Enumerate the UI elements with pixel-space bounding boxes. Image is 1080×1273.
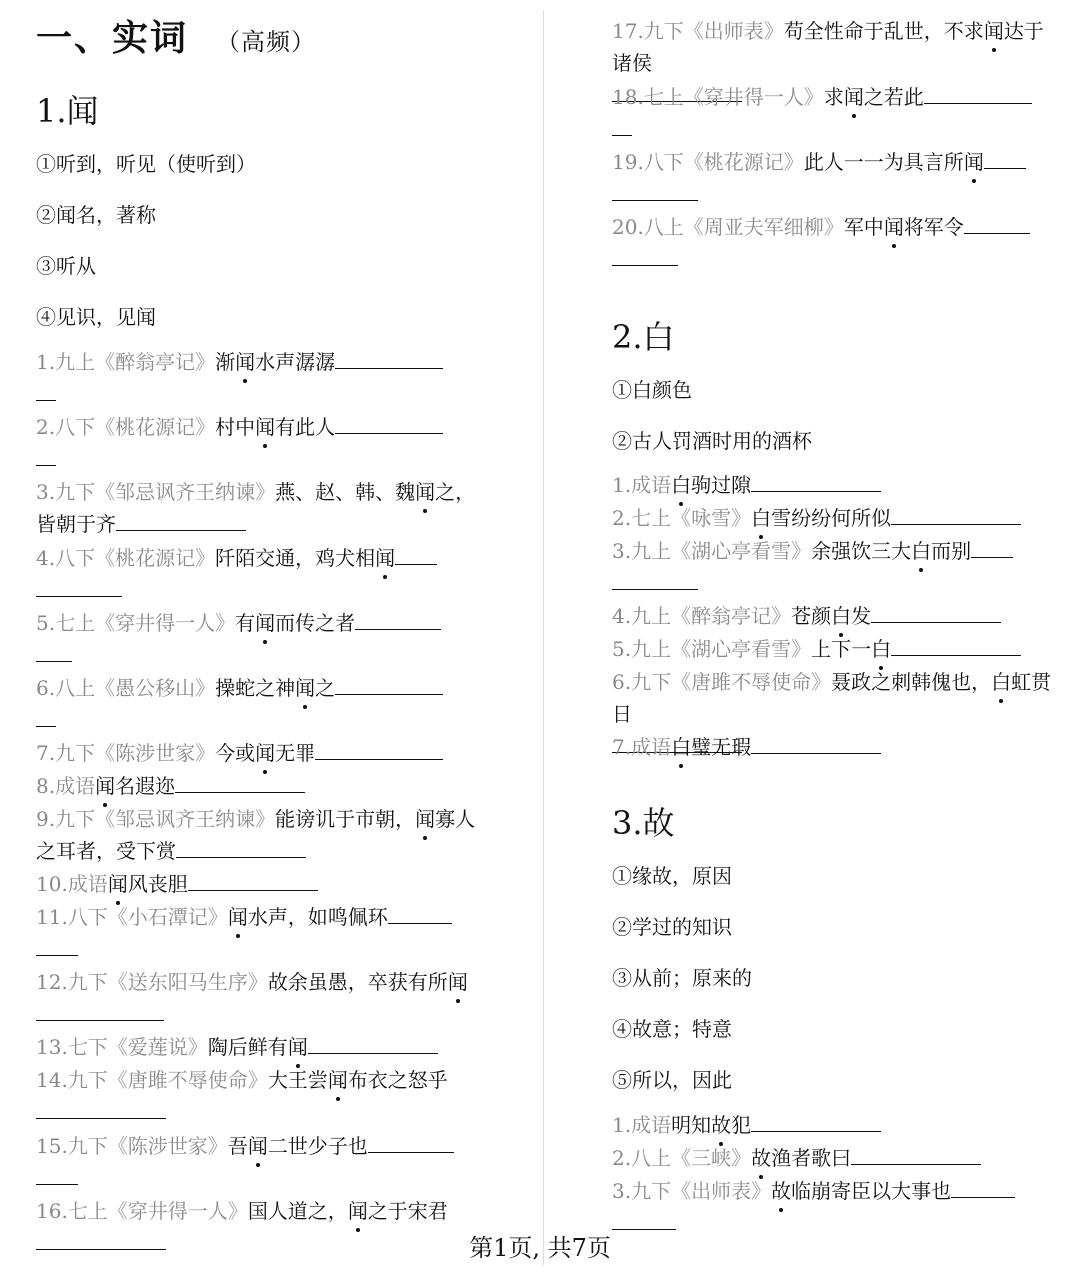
example-number: 4. bbox=[36, 546, 56, 570]
example-item bbox=[36, 672, 484, 736]
answer-blank[interactable] bbox=[36, 639, 72, 662]
example-text: 大王尝 bbox=[267, 1068, 328, 1092]
key-character: 闻 bbox=[255, 411, 275, 443]
answer-blank[interactable] bbox=[36, 574, 122, 597]
example-item bbox=[36, 542, 484, 606]
example-text: 燕、赵、韩、魏 bbox=[275, 480, 416, 504]
example-number: 20. bbox=[612, 215, 644, 239]
meaning-item: ④故意；特意 bbox=[612, 1017, 732, 1041]
key-character: 白 bbox=[831, 600, 851, 632]
example-number: 1. bbox=[36, 350, 56, 374]
example-number: 3. bbox=[612, 1179, 632, 1203]
key-character: 白 bbox=[871, 633, 891, 665]
example-number: 10. bbox=[36, 872, 68, 896]
answer-blank[interactable] bbox=[751, 469, 881, 492]
key-character: 故 bbox=[751, 1142, 771, 1174]
example-text: 求 bbox=[823, 85, 844, 109]
key-character: 闻 bbox=[884, 211, 904, 243]
example-text: 二世少子也 bbox=[267, 1134, 368, 1158]
key-character: 闻 bbox=[844, 81, 864, 113]
example-item bbox=[612, 535, 1060, 599]
example-text: 而别 bbox=[931, 539, 972, 563]
example-source: 九下《邹忌讽齐王纳谏》 bbox=[55, 807, 276, 831]
example-item bbox=[36, 868, 484, 900]
example-source: 九上《醉翁亭记》 bbox=[631, 604, 792, 628]
example-source: 九上《湖心亭看雪》 bbox=[631, 637, 812, 661]
meaning-item: ②学过的知识 bbox=[612, 915, 732, 939]
example-number: 2. bbox=[36, 415, 56, 439]
example-source: 八上《愚公移山》 bbox=[55, 676, 216, 700]
example-number: 16. bbox=[36, 1199, 68, 1223]
example-source: 七上《穿井得一人》 bbox=[67, 1199, 248, 1223]
chapter-title: 一、实词 bbox=[36, 17, 189, 59]
answer-blank[interactable] bbox=[315, 737, 443, 760]
example-item bbox=[36, 411, 484, 475]
answer-blank[interactable] bbox=[36, 933, 78, 956]
key-character: 闻 bbox=[248, 1130, 268, 1162]
key-character: 闻 bbox=[984, 15, 1004, 47]
key-character: 闻 bbox=[95, 770, 115, 802]
section-title: 2.白 bbox=[612, 318, 675, 356]
example-source: 九下《邹忌讽齐王纳谏》 bbox=[55, 480, 276, 504]
example-text: 布衣之怒乎 bbox=[347, 1068, 448, 1092]
example-item bbox=[612, 469, 1060, 501]
example-source: 成语 bbox=[55, 774, 96, 798]
answer-blank[interactable] bbox=[951, 1175, 1015, 1198]
answer-blank[interactable] bbox=[891, 633, 1021, 656]
key-character: 闻 bbox=[228, 901, 248, 933]
example-text: 虹贯日 bbox=[612, 670, 1052, 726]
example-text: 之于宋君 bbox=[367, 1199, 448, 1223]
example-number: 7. bbox=[612, 735, 632, 759]
example-text: 渔者歌曰 bbox=[771, 1146, 852, 1170]
example-item bbox=[612, 1142, 1060, 1174]
answer-blank[interactable] bbox=[984, 146, 1026, 169]
example-number: 9. bbox=[36, 807, 56, 831]
example-source: 八下《桃花源记》 bbox=[55, 546, 216, 570]
example-text: 水声，如鸣佩环 bbox=[247, 905, 388, 929]
answer-blank[interactable] bbox=[751, 731, 881, 754]
example-item bbox=[36, 966, 484, 1030]
example-item bbox=[612, 1109, 1060, 1141]
key-character: 白 bbox=[911, 535, 931, 567]
example-text: 驹过隙 bbox=[691, 473, 752, 497]
example-item bbox=[36, 1130, 484, 1194]
example-source: 九下《送东阳马生序》 bbox=[67, 970, 268, 994]
example-number: 11. bbox=[36, 905, 68, 929]
example-source: 八下《桃花源记》 bbox=[643, 150, 804, 174]
example-number: 3. bbox=[612, 539, 632, 563]
answer-blank[interactable] bbox=[612, 113, 632, 136]
example-item bbox=[36, 737, 484, 769]
example-text: 国人道之， bbox=[247, 1199, 348, 1223]
meaning-item: ②古人罚酒时用的酒杯 bbox=[612, 429, 812, 453]
chapter-heading bbox=[36, 10, 316, 61]
example-text: 之若此 bbox=[863, 85, 924, 109]
example-text: 今或 bbox=[215, 741, 256, 765]
example-number: 19. bbox=[612, 150, 644, 174]
example-source: 九下《陈涉世家》 bbox=[55, 741, 216, 765]
example-source: 七上《穿井得一人》 bbox=[55, 611, 236, 635]
example-number: 13. bbox=[36, 1035, 68, 1059]
key-character: 闻 bbox=[415, 476, 435, 508]
example-text: 临崩寄臣以大事也 bbox=[791, 1179, 952, 1203]
answer-blank[interactable] bbox=[871, 600, 1001, 623]
example-item bbox=[612, 633, 1060, 665]
section-title: 3.故 bbox=[612, 804, 675, 842]
key-character: 闻 bbox=[255, 607, 275, 639]
example-item bbox=[612, 731, 1060, 763]
example-source: 九下《唐雎不辱使命》 bbox=[67, 1068, 268, 1092]
answer-blank[interactable] bbox=[188, 868, 318, 891]
example-item bbox=[36, 901, 484, 965]
example-number: 15. bbox=[36, 1134, 68, 1158]
example-text: 余强饮三大 bbox=[811, 539, 912, 563]
answer-blank[interactable] bbox=[924, 81, 1032, 104]
example-number: 17. bbox=[612, 19, 644, 43]
example-text: 故余虽愚，卒获有所 bbox=[267, 970, 448, 994]
example-source: 成语 bbox=[631, 473, 672, 497]
meaning-item: ①缘故，原因 bbox=[612, 864, 732, 888]
column-divider bbox=[543, 10, 544, 1265]
key-character: 闻 bbox=[255, 737, 275, 769]
meaning-item: ②闻名，著称 bbox=[36, 203, 156, 227]
answer-blank[interactable] bbox=[36, 1162, 78, 1185]
example-number: 14. bbox=[36, 1068, 68, 1092]
example-text: 风丧胆 bbox=[127, 872, 188, 896]
example-number: 8. bbox=[36, 774, 56, 798]
example-source: 八下《桃花源记》 bbox=[55, 415, 216, 439]
key-character: 闻 bbox=[328, 1064, 348, 1096]
answer-blank[interactable] bbox=[335, 672, 443, 695]
example-source: 八上《周亚夫军细柳》 bbox=[643, 215, 844, 239]
example-text: 有此人 bbox=[275, 415, 336, 439]
page-footer: 第1页, 共7页 bbox=[469, 1234, 611, 1262]
example-source: 九下《陈涉世家》 bbox=[67, 1134, 228, 1158]
example-source: 七下《爱莲说》 bbox=[67, 1035, 208, 1059]
example-text: 水声潺潺 bbox=[255, 350, 336, 374]
example-text: 犯 bbox=[731, 1113, 752, 1137]
example-item bbox=[36, 607, 484, 671]
example-text: 村中 bbox=[215, 415, 256, 439]
answer-blank[interactable] bbox=[891, 502, 1021, 525]
answer-blank[interactable] bbox=[395, 542, 437, 565]
example-text: 聂政之刺韩傀也， bbox=[831, 670, 992, 694]
example-item bbox=[612, 600, 1060, 632]
key-character: 闻 bbox=[235, 346, 255, 378]
example-text: 发 bbox=[851, 604, 872, 628]
example-number: 2. bbox=[612, 506, 632, 530]
key-character: 白 bbox=[991, 666, 1011, 698]
example-item bbox=[36, 1064, 484, 1128]
key-character: 闻 bbox=[288, 1031, 308, 1063]
example-number: 3. bbox=[36, 480, 56, 504]
meaning-item: ⑤所以，因此 bbox=[612, 1068, 732, 1092]
answer-blank[interactable] bbox=[612, 243, 678, 266]
answer-blank[interactable] bbox=[335, 411, 443, 434]
example-text: 能谤讥于市朝， bbox=[275, 807, 416, 831]
example-text: 雪纷纷何所似 bbox=[771, 506, 892, 530]
key-character: 故 bbox=[771, 1175, 791, 1207]
example-text: 陶后鲜有 bbox=[207, 1035, 288, 1059]
example-number: 1. bbox=[612, 1113, 632, 1137]
example-item bbox=[36, 803, 484, 867]
meaning-item: ①白颜色 bbox=[612, 378, 692, 402]
example-number: 5. bbox=[36, 611, 56, 635]
example-source: 成语 bbox=[631, 735, 672, 759]
example-text: 明知 bbox=[671, 1113, 712, 1137]
example-item bbox=[612, 502, 1060, 534]
example-number: 5. bbox=[612, 637, 632, 661]
example-text: 苟全性命于乱世，不求 bbox=[783, 19, 984, 43]
example-item bbox=[36, 1031, 484, 1063]
example-number: 18. bbox=[612, 85, 644, 109]
example-text: 之 bbox=[315, 676, 336, 700]
answer-blank[interactable] bbox=[612, 567, 698, 590]
section-title: 1.闻 bbox=[36, 92, 99, 130]
example-number: 2. bbox=[612, 1146, 632, 1170]
meaning-item: ①听到，听见（使听到） bbox=[36, 152, 256, 176]
example-text: 璧无瑕 bbox=[691, 735, 752, 759]
answer-blank[interactable] bbox=[308, 1031, 438, 1054]
example-text: 有 bbox=[235, 611, 256, 635]
example-text: 之，皆朝于齐 bbox=[36, 480, 476, 536]
answer-blank[interactable] bbox=[36, 443, 56, 466]
example-text: 此人一一为具言所 bbox=[803, 150, 964, 174]
key-character: 白 bbox=[751, 502, 771, 534]
answer-blank[interactable] bbox=[612, 1207, 676, 1230]
example-number: 12. bbox=[36, 970, 68, 994]
meaning-item: ③听从 bbox=[36, 254, 96, 278]
example-text: 达于诸侯 bbox=[612, 19, 1044, 75]
example-item bbox=[612, 146, 1060, 210]
example-number: 7. bbox=[36, 741, 56, 765]
answer-blank[interactable] bbox=[176, 835, 306, 858]
example-source: 九下《唐雎不辱使命》 bbox=[631, 670, 832, 694]
answer-blank[interactable] bbox=[36, 378, 56, 401]
example-text: 将军令 bbox=[903, 215, 964, 239]
example-text: 渐 bbox=[215, 350, 236, 374]
answer-blank[interactable] bbox=[335, 346, 443, 369]
meaning-item: ④见识，见闻 bbox=[36, 305, 156, 329]
example-text: 无罪 bbox=[275, 741, 316, 765]
example-source: 八下《小石潭记》 bbox=[67, 905, 228, 929]
example-text: 军中 bbox=[843, 215, 884, 239]
answer-blank[interactable] bbox=[175, 770, 305, 793]
example-text: 吾 bbox=[227, 1134, 248, 1158]
answer-blank[interactable] bbox=[971, 535, 1013, 558]
key-character: 故 bbox=[711, 1109, 731, 1141]
example-source: 成语 bbox=[67, 872, 108, 896]
example-item bbox=[612, 211, 1060, 275]
example-source: 成语 bbox=[631, 1113, 672, 1137]
answer-blank[interactable] bbox=[36, 1096, 166, 1119]
example-text: 操蛇之神 bbox=[215, 676, 296, 700]
example-source: 九上《醉翁亭记》 bbox=[55, 350, 216, 374]
example-source: 七上《咏雪》 bbox=[631, 506, 752, 530]
example-text: 阡陌交通，鸡犬相 bbox=[215, 546, 376, 570]
answer-blank[interactable] bbox=[388, 901, 452, 924]
example-source: 九下《出师表》 bbox=[643, 19, 784, 43]
example-text: 名遐迩 bbox=[115, 774, 176, 798]
key-character: 闻 bbox=[375, 542, 395, 574]
chapter-subtitle: （高频） bbox=[216, 28, 317, 56]
example-text: 而传之者 bbox=[275, 611, 356, 635]
key-character: 闻 bbox=[448, 966, 468, 998]
key-character: 闻 bbox=[108, 868, 128, 900]
example-source: 九下《出师表》 bbox=[631, 1179, 772, 1203]
example-item bbox=[36, 346, 484, 410]
example-number: 4. bbox=[612, 604, 632, 628]
example-source: 八上《三峡》 bbox=[631, 1146, 752, 1170]
example-text: 寡人之耳者，受下赏 bbox=[36, 807, 476, 863]
example-number: 6. bbox=[36, 676, 56, 700]
example-source: 七上《穿井得一人》 bbox=[643, 85, 824, 109]
key-character: 闻 bbox=[295, 672, 315, 704]
example-item bbox=[612, 81, 1060, 145]
answer-blank[interactable] bbox=[851, 1142, 981, 1165]
answer-blank[interactable] bbox=[355, 607, 441, 630]
answer-blank[interactable] bbox=[36, 704, 56, 727]
example-number: 6. bbox=[612, 670, 632, 694]
example-text: 苍颜 bbox=[791, 604, 832, 628]
answer-blank[interactable] bbox=[116, 508, 246, 531]
meaning-item: ③从前；原来的 bbox=[612, 966, 752, 990]
answer-blank[interactable] bbox=[751, 1109, 881, 1132]
key-character: 白 bbox=[671, 469, 691, 501]
answer-blank[interactable] bbox=[964, 211, 1030, 234]
example-text: 上下一 bbox=[811, 637, 872, 661]
answer-blank[interactable] bbox=[368, 1130, 454, 1153]
answer-blank[interactable] bbox=[36, 998, 164, 1021]
example-number: 1. bbox=[612, 473, 632, 497]
example-item bbox=[36, 770, 484, 802]
key-character: 闻 bbox=[348, 1195, 368, 1227]
example-item bbox=[36, 476, 484, 540]
key-character: 闻 bbox=[964, 146, 984, 178]
key-character: 闻 bbox=[415, 803, 435, 835]
example-source: 九上《湖心亭看雪》 bbox=[631, 539, 812, 563]
answer-blank[interactable] bbox=[612, 178, 698, 201]
key-character: 白 bbox=[671, 731, 691, 763]
